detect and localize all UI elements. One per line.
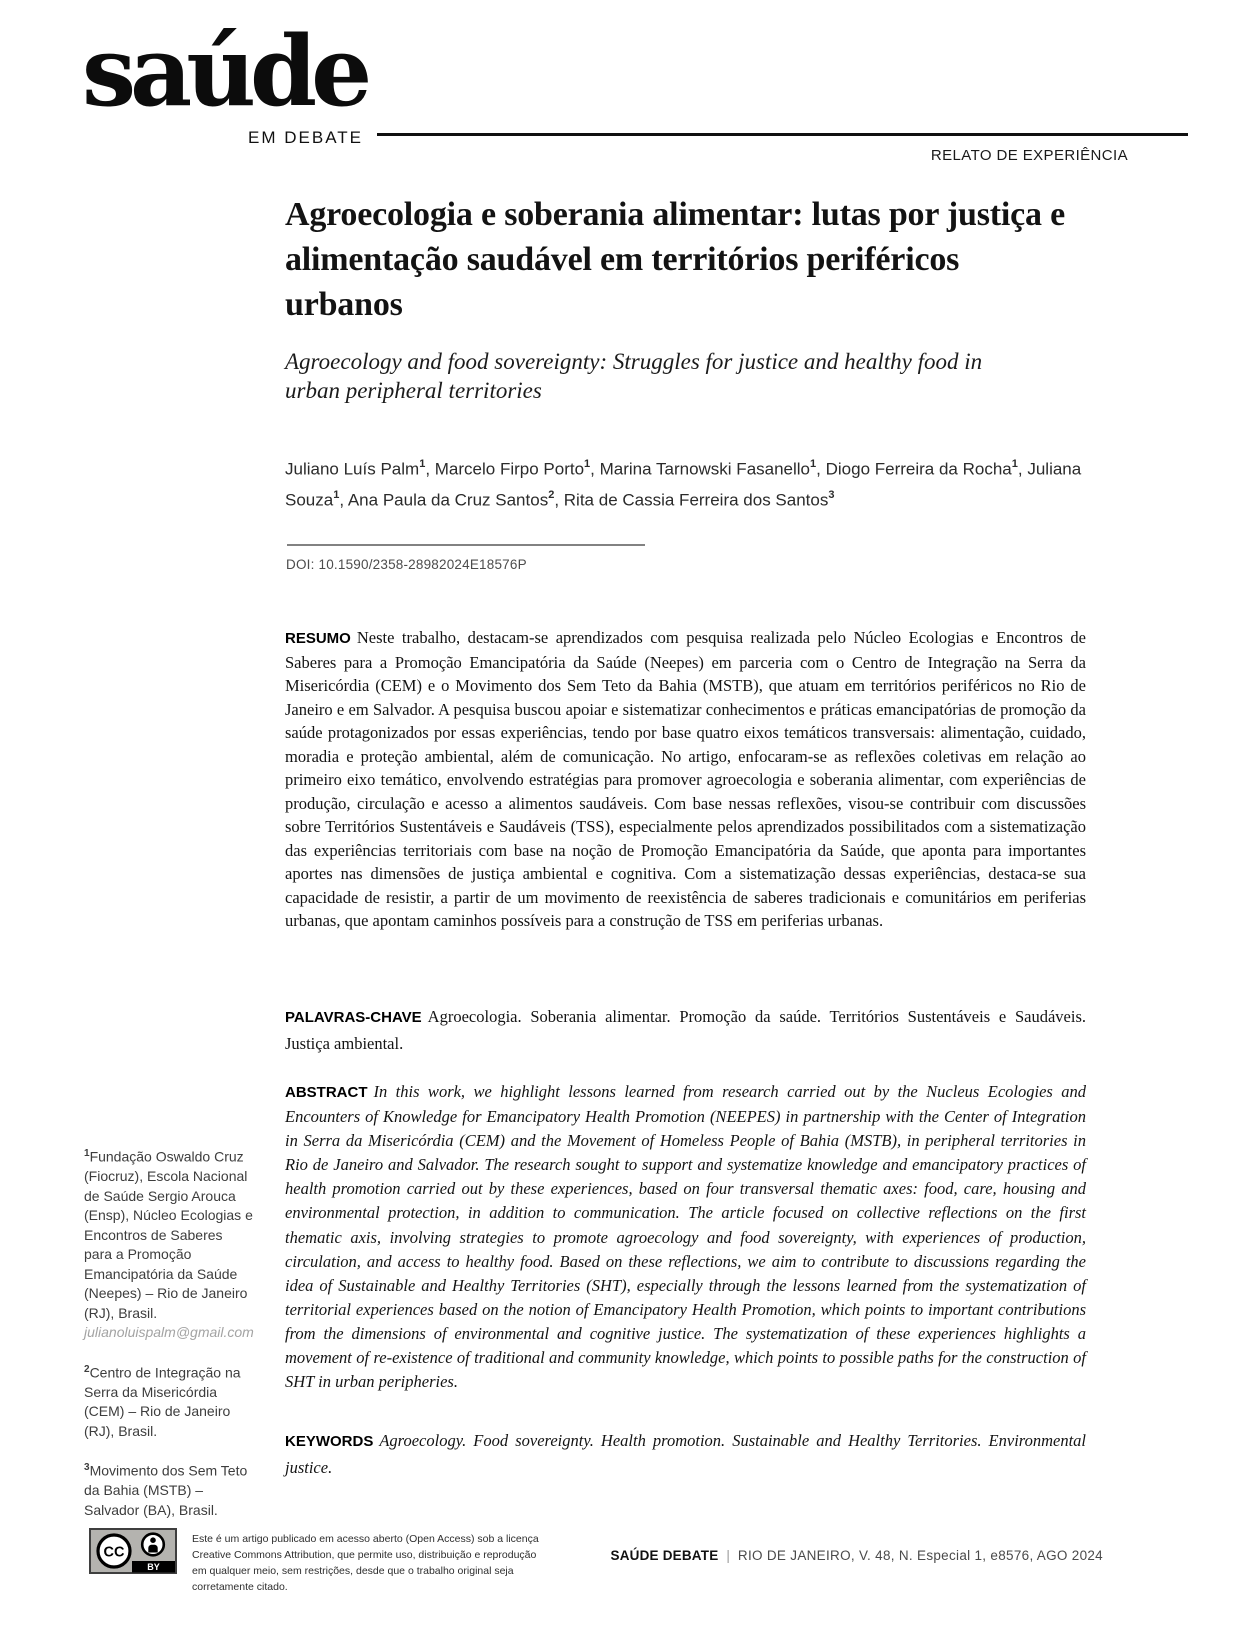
resumo-label: RESUMO: [285, 630, 351, 647]
journal-logo-subtitle: EM DEBATE: [248, 128, 363, 147]
keywords-text: Agroecology. Food sovereignty. Health promotion. Sustainable and Healthy Territories. Environmental justice.: [285, 1431, 1086, 1477]
palavras-chave-paragraph: [285, 1004, 1086, 1057]
author-affiliation-marker: 1: [333, 488, 340, 501]
affiliation-item: $^3$Movimento dos Sem Teto da Bahia (MSTB) – Salvador (BA), Brasil.: [84, 1462, 248, 1518]
journal-name: SAÚDE DEBATE: [610, 1548, 719, 1563]
author-affiliation-marker: 1: [584, 458, 591, 470]
affiliation-marker: 3: [84, 1462, 90, 1474]
abstract-text: In this work, we highlight lessons learned from research carried out by the Nucleus Ecologies and Encounters of Knowledge for Emancipatory Health Promotion (NEEPES) in partnership with the Center of Integration in Serra da Misericórdia (CEM) and the Movement of Homeless People of Bahia (MSTB), in peripheral territories in Rio de Janeiro and Salvador. The research sought to support and systematize knowledge and emancipatory practices of health promotion carried out by these experiences, based on four transversal thematic axes: food, care, housing and environmental protection, in addition to communication. The article focused on collective reflections on the first thematic axis, involving strategies to promote agroecology and food sovereignty, with experiences of production, circulation, and access to healthy food. Based on these reflections, we aim to contribute to discussions regarding the idea of Sustainable and Healthy Territories (SHT), especially through the lessons learned from the systematization of territorial experiences based on the notion of Emancipatory Health Promotion, which points to important contributions from the dimensions of environmental and cognitive justice. The systematization of these experiences highlights a movement of re-existence of traditional and community knowledge, which points to possible paths for the construction of SHT in urban peripheries.: [285, 1082, 1086, 1392]
doi-rule: [287, 544, 645, 546]
affiliation-email[interactable]: julianoluispalm@gmail.com: [84, 1324, 254, 1341]
cc-by-license-badge[interactable]: [89, 1528, 177, 1574]
resumo-paragraph: [285, 626, 1086, 933]
resumo-text: Neste trabalho, destacam-se aprendizados com pesquisa realizada pelo Núcleo Ecologias e Encontros de Saberes para a Promoção Emancipatória da Saúde (Neepes) em parceria com o Centro de Integração na Serra da Misericórdia (CEM) e o Movimento dos Sem Teto da Bahia (MSTB), que atuam em territórios periféricos no Rio de Janeiro e em Salvador. A pesquisa buscou apoiar e sistematizar conhecimentos e práticas emancipatórias de promoção da saúde protagonizados por essas experiências, tendo por base quatro eixos temáticos transversais: alimentação, cuidado, moradia e proteção ambiental, além de comunicação. No artigo, enfocaram-se as reflexões coletivas em relação ao primeiro eixo temático, envolvendo estratégias para promover agroecologia e soberania alimentar, com experiências de produção, circulação e acesso a alimentos saudáveis. Com base nessas reflexões, visou-se contribuir com discussões sobre Territórios Sustentáveis e Saudáveis (TSS), especialmente pelos aprendizados possibilitados com a sistematização das experiências territoriais com base na noção de Promoção Emancipatória da Saúde, que aponta para importantes aportes nas dimensões de justiça ambiental e cognitiva. Com a sistematização dessas experiências, destaca-se sua capacidade de resistir, a partir de um movimento de reexistência de saberes tradicionais e comunitários em periferias urbanas, que apontam caminhos possíveis para a construção de TSS em periferias urbanas.: [285, 628, 1086, 930]
header-rule: [377, 133, 1188, 136]
footer-separator: |: [726, 1548, 730, 1563]
page-title-english: Agroecology and food sovereignty: Struggles for justice and healthy food in urban peripheral territories: [285, 349, 983, 403]
keywords-label: KEYWORDS: [285, 1433, 374, 1450]
doi-link[interactable]: DOI: 10.1590/2358-28982024E18576P: [286, 557, 527, 572]
article-type-label: RELATO DE EXPERIÊNCIA: [930, 147, 1128, 164]
cc-by-label: BY: [147, 1562, 160, 1572]
issue-info: RIO DE JANEIRO, V. 48, N. Especial 1, e8576, AGO 2024: [737, 1548, 1103, 1563]
author-affiliation-marker: 3: [828, 488, 835, 501]
abstract-label: ABSTRACT: [285, 1084, 368, 1101]
author-affiliation-marker: 1: [810, 458, 817, 470]
abstract-paragraph: [285, 1080, 1086, 1394]
journal-logo: saúde: [82, 15, 367, 128]
svg-text:CC: CC: [103, 1544, 125, 1561]
palavras-chave-label: PALAVRAS-CHAVE: [285, 1009, 422, 1026]
page-title: Agroecologia e soberania alimentar: lutas por justiça e alimentação saudável em territórios periféricos urbanos: [285, 196, 1066, 323]
keywords-paragraph: [285, 1428, 1086, 1481]
open-access-license-text: Este é um artigo publicado em acesso aberto (Open Access) sob a licença Creative Commons Attribution, que permite uso, distribuição e reprodução em qualquer meio, sem restrições, desde que o trabalho original seja corretamente citado.: [192, 1533, 539, 1593]
cc-by-badge-icon: [89, 1528, 177, 1574]
cc-logo-icon: [98, 1535, 130, 1567]
affiliations: [84, 1144, 254, 1537]
journal-footer-line: [610, 1548, 1103, 1563]
affiliation-marker: 1: [84, 1148, 90, 1159]
palavras-chave-text: Agroecologia. Soberania alimentar. Promoção da saúde. Territórios Sustentáveis e Saudáveis. Justiça ambiental.: [285, 1007, 1086, 1053]
affiliation-marker: 2: [84, 1363, 90, 1375]
authors-line: Juliano Luís Palm$^1$, Marcelo Firpo Porto$^1$, Marina Tarnowski Fasanello$^1$, Diogo Ferreira da Rocha$^1$, Juliana Souza$^1$, Ana Paula da Cruz Santos$^2$, Rita de Cassia Ferreira dos Santos$^3$: [285, 458, 1082, 510]
affiliation-item: $^2$Centro de Integração na Serra da Misericórdia (CEM) – Rio de Janeiro (RJ), Brasil.: [84, 1363, 241, 1439]
cc-by-person-icon: [142, 1534, 164, 1556]
author-affiliation-marker: 2: [548, 488, 555, 501]
affiliation-item: $^1$Fundação Oswaldo Cruz (Fiocruz), Escola Nacional de Saúde Sergio Arouca (Ensp), Núcleo Ecologias e Encontros de Saberes para a Promoção Emancipatória da Saúde (Neepes) – Rio de Janeiro (RJ), Brasil. julianoluispalm@gmail.com: [84, 1144, 254, 1343]
author-affiliation-marker: 1: [1011, 458, 1018, 470]
author-affiliation-marker: 1: [419, 458, 426, 470]
